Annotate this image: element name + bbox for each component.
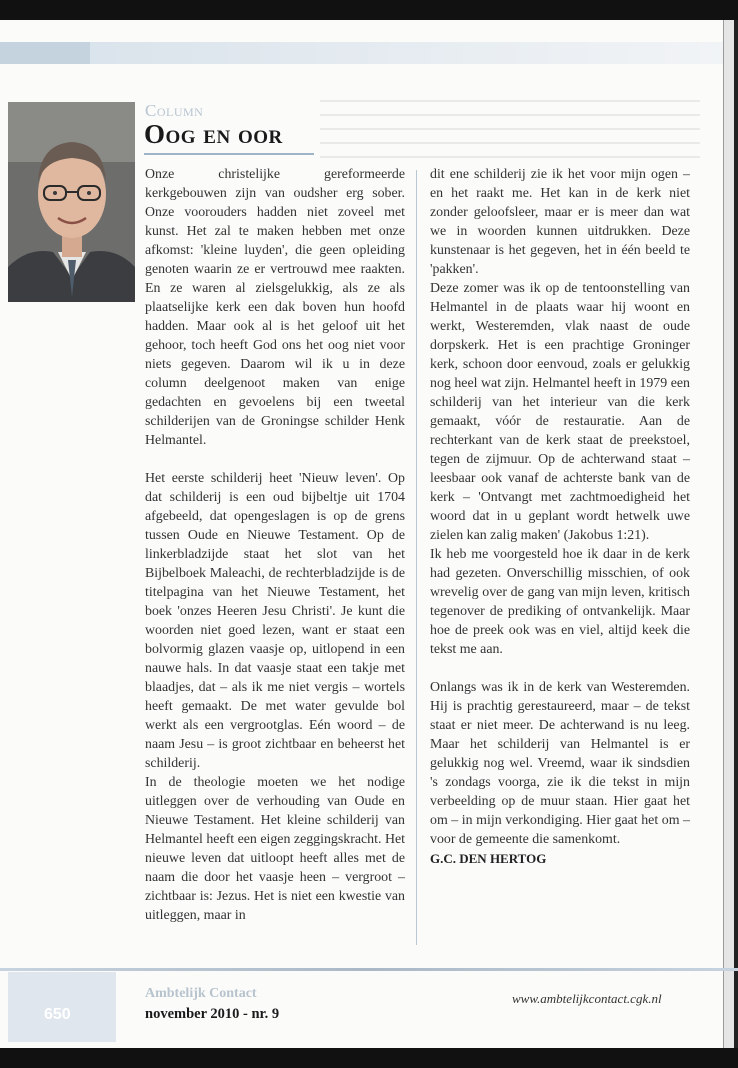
- page-number: 650: [44, 1006, 71, 1023]
- column-divider: [416, 170, 417, 945]
- paragraph: Het eerste schilderij heet 'Nieuw leven'. Op dat schilderij is een oud bijbeltje uit 1704 afgebeeld, dat opengeslagen is op de grens tussen Oude en Nieuwe Testament. Op de linkerbladzijde staat het slot van het Bijbelboek Maleachi, de rechterbladzijde is de titelpagina van het Nieuwe Testament, het boek 'onzes Heeren Jesu Christi'. Je kunt die woorden niet goed lezen, want er staat een bolvormig glazen vaasje op, uitlopend in een nauwe hals. In dat vaasje staat een takje met blaadjes, dat – als ik me niet vergis – wortels heeft gemaakt. De met water gevulde bol werkt als een vergrootglas. Eén woord – de naam Jesu – is groot zichtbaar en beheerst het schilderij.: [145, 471, 405, 771]
- publication-issue: november 2010 - nr. 9: [145, 1006, 280, 1022]
- footer-rule: [0, 968, 738, 971]
- website-link[interactable]: www.ambtelijkcontact.cgk.nl: [512, 991, 662, 1006]
- bleed-through-shadow: [320, 100, 700, 160]
- page-title: Oog en oor: [144, 119, 283, 149]
- article-column-2: [430, 165, 690, 868]
- paragraph: Ik heb me voorgesteld hoe ik daar in de kerk had gezeten. Onverschillig misschien, of ook wrevelig over de gang van mijn leven, kritisch tegenover de prediking of ontvankelijk. Maar hoe de preek ook was en viel, altijd keek die tekst me aan.: [430, 547, 690, 657]
- scan-right-border: [734, 20, 738, 1050]
- scan-bottom-border: [0, 1048, 738, 1068]
- author-photo: [8, 102, 135, 302]
- header-band: [0, 42, 738, 64]
- author-portrait-icon: [8, 102, 135, 302]
- scan-top-border: [0, 0, 738, 20]
- column-kicker: Column: [145, 101, 204, 120]
- author-signature: G.C. DEN HERTOG: [430, 851, 547, 866]
- paragraph: Onlangs was ik in de kerk van Westeremden. Hij is prachtig gerestaureerd, maar – de tekst staat er niet meer. De achterwand is nu leeg. Maar het schilderij van Helmantel is er gelukkig nog wel. Vreemd, waar ik sindsdien 's zondags voorga, zie ik die tekst in mijn verbeelding op de muur staan. Hier gaat het om – in mijn verkondiging. Hier gaat het om – voor de gemeente die samenkomt.: [430, 680, 690, 847]
- paragraph: In de theologie moeten we het nodige uitleggen over de verhouding van Oude en Nieuwe Testament. Het kleine schilderij van Helmantel heeft een eigen zeggingskracht. Het nieuwe leven dat uitloopt heeft alles met de naam die door het vaasje heen – vergroot – zichtbaar is: Jezus. Het is niet een kwestie van uitleggen, maar in: [145, 775, 405, 923]
- paragraph: dit ene schilderij zie ik het voor mijn ogen – en het raakt me. Het kan in de kerk niet zonder geloofsleer, maar er is meer dan wat we in woorden kunnen uitdrukken. Deze kunstenaar is het gegeven, het in één beeld te 'pakken'.: [430, 167, 690, 277]
- paragraph: Onze christelijke gereformeerde kerkgebouwen zijn van oudsher erg sober. Onze voorouders hadden niet zoveel met kunst. Het zal te maken hebben met onze afkomst: 'kleine luyden', die geen opleiding genoten waarin ze er vertrouwd mee raakten. En ze waren al zielsgelukkig, als ze als plaatselijke kerk een dak boven hun hoofd hadden. Maar ook al is het geloof uit het gehoor, toch heeft God ons het oog niet voor niets gegeven. Daarom wil ik u in deze column deelgenoot maken van enige gedachten en gevoelens bij een tweetal schilderijen van de Groningse schilder Henk Helmantel.: [145, 167, 405, 448]
- publication-name: Ambtelijk Contact: [145, 986, 257, 1001]
- paragraph: Deze zomer was ik op de tentoonstelling van Helmantel in de plaats waar hij woont en werkt, Westeremden, vlak naast de oude dorpskerk. Het is een prachtige Groninger kerk, schoon door eenvoud, zoals er gelukkig nog heel wat zijn. Helmantel heeft in 1979 een schilderij van het interieur van die kerk gemaakt, vóór de restauratie. Aan de rechterkant van de kerk staat de preekstoel, tegen de zijmuur. Op de achterwand staat – leesbaar ook vanaf de achterste bank van de kerk – 'Ontvangt met zachtmoedigheid het woord dat in u geplant wordt hetwelk uwe zielen kan zalig maken' (Jakobus 1:21).: [430, 281, 690, 543]
- title-underline: [144, 153, 314, 155]
- header-band-accent: [0, 42, 90, 64]
- article-column-1: [145, 165, 405, 925]
